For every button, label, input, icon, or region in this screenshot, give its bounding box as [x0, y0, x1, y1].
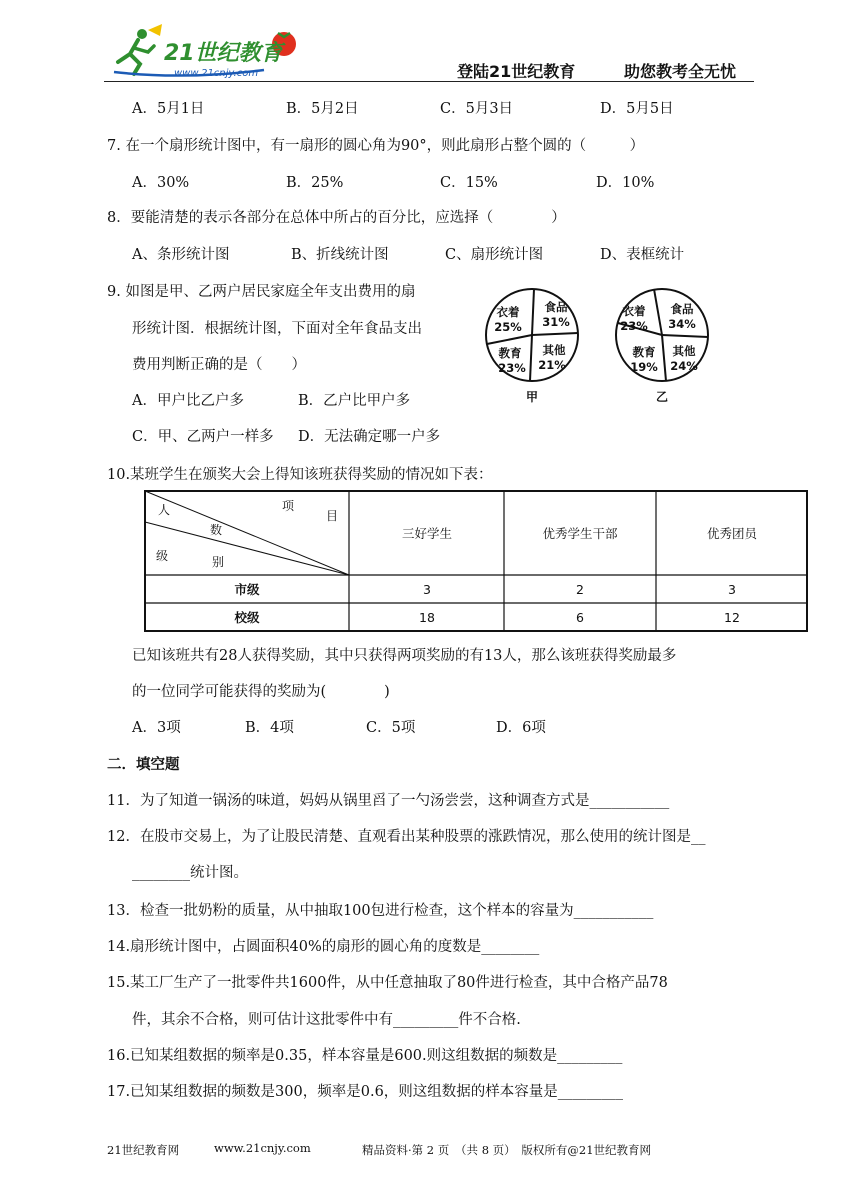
q13-text: 13．检查一批奶粉的质量，从中抽取100包进行检查，这个样本的容量为___________ [107, 903, 654, 919]
q9-option-b: B．乙户比甲户多 [298, 393, 411, 409]
pie-chart-yi [606, 287, 718, 407]
q6-option-b: B．5月2日 [286, 101, 359, 117]
table-cell: 3 [728, 582, 736, 597]
pie-jia-slice-name: 衣着 [496, 305, 520, 319]
pie-jia-slice-value: 23% [498, 361, 526, 375]
pie-yi-slice-name: 教育 [632, 345, 656, 359]
q6-option-d: D．5月5日 [600, 101, 674, 117]
table-col-header: 三好学生 [401, 526, 453, 541]
q11-text: 11．为了知道一锅汤的味道，妈妈从锅里舀了一勺汤尝尝，这种调查方式是___________ [107, 793, 670, 809]
q10-option-b: B．4项 [245, 720, 294, 736]
q9-option-a: A．甲户比乙户多 [132, 393, 244, 409]
table-col-header: 优秀团员 [706, 526, 758, 541]
table-cell: 12 [724, 610, 740, 625]
q12-text-cont: ________统计图。 [132, 865, 248, 881]
header-slogan-right: 助您教考全无忧 [624, 62, 737, 81]
footer-site: 21世纪教育网 [107, 1143, 180, 1157]
table-row-label: 市级 [234, 582, 260, 597]
pie-jia-slice-name: 食品 [544, 300, 568, 314]
q9-line3: 费用判断正确的是（ ） [132, 357, 306, 373]
pie-yi-slice-name: 食品 [670, 302, 694, 316]
pie-jia-label: 甲 [525, 390, 539, 404]
pie-jia-slice-name: 其他 [542, 343, 566, 357]
pie-yi-label: 乙 [655, 390, 669, 404]
q6-option-a: A．5月1日 [132, 101, 205, 117]
logo-text: 21世纪教育 [164, 41, 283, 66]
table-cell: 6 [576, 610, 584, 625]
diag-label-bie: 别 [212, 555, 225, 569]
q9-option-d: D．无法确定哪一户多 [298, 429, 441, 445]
section-title: 二．填空题 [107, 756, 180, 773]
pie-jia-slice-value: 25% [494, 320, 522, 334]
table-cell: 3 [423, 582, 431, 597]
table-cell: 18 [419, 610, 435, 625]
diag-label-ren: 人 [158, 503, 171, 517]
q12-text: 12．在股市交易上，为了让股民清楚、直观看出某种股票的涨跌情况，那么使用的统计图是__ [107, 829, 706, 845]
q10-option-d: D．6项 [496, 720, 546, 736]
q16-text: 16.已知某组数据的频率是0.35，样本容量是600.则这组数据的频数是_________ [107, 1048, 623, 1064]
pie-yi-slice-value: 19% [630, 360, 658, 374]
q8-option-a: A、条形统计图 [132, 247, 230, 263]
q10-text: 10.某班学生在颁奖大会上得知该班获得奖励的情况如下表： [107, 467, 493, 483]
diag-label-xiang: 项 [282, 499, 295, 513]
table-col-header: 优秀学生干部 [542, 526, 618, 541]
footer-page-info: 精品资料·第 2 页 （共 8 页） 版权所有@21世纪教育网 [362, 1143, 652, 1157]
q10-option-c: C．5项 [366, 720, 416, 736]
q8-option-b: B、折线统计图 [291, 247, 389, 263]
pie-jia-slice-value: 21% [538, 358, 566, 372]
q7-option-a: A．30% [132, 175, 190, 191]
logo-url: www.21cnjy.com [174, 68, 259, 79]
q9-line2: 形统计图．根据统计图，下面对全年食品支出 [132, 321, 422, 337]
q14-text: 14.扇形统计图中，占圆面积40%的扇形的圆心角的度数是________ [107, 939, 540, 955]
q17-text: 17.已知某组数据的频数是300，频率是0.6，则这组数据的样本容量是_________ [107, 1084, 624, 1100]
q6-option-c: C．5月3日 [440, 101, 514, 117]
q10-option-a: A．3项 [132, 720, 181, 736]
q7-option-d: D．10% [596, 175, 655, 191]
diag-label-mu: 目 [326, 509, 339, 523]
pie-jia-slice-value: 31% [542, 315, 570, 329]
pie-yi-slice-value: 23% [620, 319, 648, 333]
diag-label-shu: 数 [210, 523, 223, 537]
award-table [144, 490, 808, 632]
q15-text: 15.某工厂生产了一批零件共1600件，从中任意抽取了80件进行检查，其中合格产品78 [107, 975, 668, 991]
q10-text3: 的一位同学可能获得的奖励为( ) [132, 684, 390, 700]
pie-yi-slice-value: 24% [670, 359, 698, 373]
q10-text2: 已知该班共有28人获得奖励，其中只获得两项奖励的有13人，那么该班获得奖励最多 [132, 648, 677, 664]
pie-jia-slice-name: 教育 [498, 346, 522, 360]
pie-yi-slice-name: 衣着 [622, 304, 646, 318]
pie-yi-slice-value: 34% [668, 317, 696, 331]
q8-text: 8．要能清楚的表示各部分在总体中所占的百分比，应选择（ ） [107, 210, 566, 226]
header-slogan-left: 登陆21世纪教育 [457, 62, 576, 81]
pie-yi-slice-name: 其他 [672, 344, 696, 358]
q8-option-d: D、表框统计 [600, 247, 685, 263]
q9-option-c: C．甲、乙两户一样多 [132, 429, 274, 445]
q15-text-cont: 件，其余不合格，则可估计这批零件中有_________件不合格. [132, 1012, 521, 1028]
q9-line1: 9. 如图是甲、乙两户居民家庭全年支出费用的扇 [107, 284, 416, 300]
table-row-label: 校级 [234, 610, 260, 625]
site-logo [104, 22, 304, 84]
q7-option-c: C．15% [440, 175, 498, 191]
q7-text: 7. 在一个扇形统计图中，有一扇形的圆心角为90°，则此扇形占整个圆的（ ） [107, 138, 645, 154]
table-cell: 2 [576, 582, 584, 597]
pie-chart-jia [476, 287, 588, 407]
diag-label-ji: 级 [156, 549, 169, 563]
logo-graphic [104, 22, 304, 84]
q7-option-b: B．25% [286, 175, 344, 191]
q8-option-c: C、扇形统计图 [445, 247, 544, 263]
header-divider [104, 81, 754, 82]
footer-url[interactable]: www.21cnjy.com [214, 1141, 311, 1155]
